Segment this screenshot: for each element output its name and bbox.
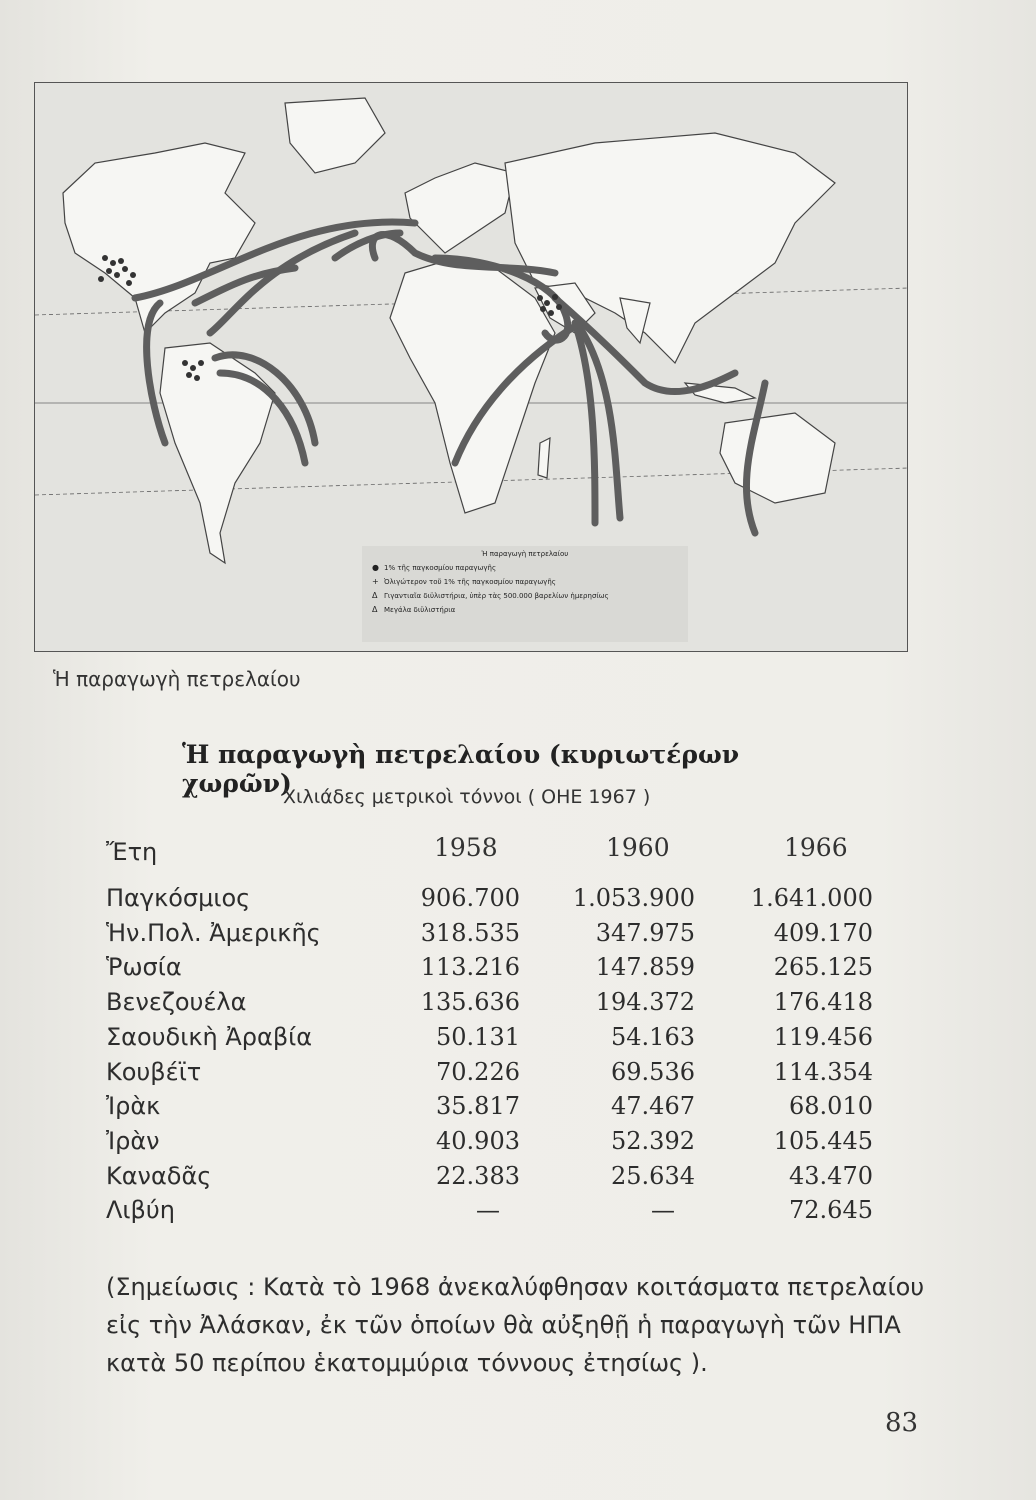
- production-value: 105.445: [773, 1127, 873, 1155]
- footnote: (Σημείωσις : Κατὰ τὸ 1968 ἀνεκαλύφθησαν κοιτάσματα πετρελαίου εἰς τὴν Ἀλάσκαν, ἐκ τῶν ὁποίων θὰ αὐξηθῇ ἡ παραγωγὴ τῶν ΗΠΑ κατὰ 50 περίπου ἑκατομμύρια τόννους ἐτησίως ).: [106, 1273, 925, 1377]
- country-label: Κουβέϊτ: [106, 1058, 202, 1086]
- legend-title: Ἡ παραγωγὴ πετρελαίου: [481, 550, 569, 558]
- map-legend: [362, 546, 688, 642]
- production-value: —: [476, 1196, 500, 1224]
- country-label: Ῥωσία: [106, 953, 182, 981]
- production-value: 906.700: [420, 884, 520, 912]
- production-value: 52.392: [611, 1127, 695, 1155]
- map-caption: Ἡ παραγωγὴ πετρελαίου: [53, 667, 301, 691]
- year-column-header: 1958: [434, 833, 498, 862]
- continents: [63, 98, 835, 563]
- legend-symbol: ●: [372, 563, 379, 572]
- country-label: Ἡν.Πολ. Ἀμερικῆς: [106, 919, 321, 947]
- production-value: 176.418: [773, 988, 873, 1016]
- production-value: 135.636: [420, 988, 520, 1016]
- production-value: 1.641.000: [750, 884, 873, 912]
- production-value: 347.975: [595, 919, 695, 947]
- legend-symbol: Δ: [372, 591, 378, 600]
- production-value: 409.170: [773, 919, 873, 947]
- legend-item: [372, 563, 688, 572]
- production-value: 50.131: [436, 1023, 520, 1051]
- legend-label: Μεγάλα διϋλιστήρια: [384, 605, 456, 614]
- production-value: 68.010: [789, 1092, 873, 1120]
- production-value: 1.053.900: [572, 884, 695, 912]
- production-value: 113.216: [420, 953, 520, 981]
- country-label: Καναδᾶς: [106, 1162, 212, 1190]
- production-value: 70.226: [436, 1058, 520, 1086]
- production-value: 69.536: [611, 1058, 695, 1086]
- production-value: 47.467: [611, 1092, 695, 1120]
- production-value: 54.163: [611, 1023, 695, 1051]
- country-label: Ἰρὰκ: [106, 1092, 161, 1120]
- table-title: Ἡ παραγωγὴ πετρελαίου (κυριωτέρων χωρῶν): [182, 740, 740, 798]
- production-value: 35.817: [436, 1092, 520, 1120]
- production-value: 114.354: [773, 1058, 873, 1086]
- country-label: Βενεζουέλα: [106, 988, 247, 1016]
- page-number: 83: [885, 1408, 919, 1438]
- legend-label: Γιγαντιαῖα διϋλιστήρια, ὑπὲρ τὰς 500.000 βαρελίων ἡμερησίως: [384, 591, 609, 600]
- production-value: 318.535: [420, 919, 520, 947]
- production-value: —: [651, 1196, 675, 1224]
- table-subtitle: Χιλιάδες μετρικοὶ τόννοι ( ΟΗΕ 1967 ): [283, 786, 651, 808]
- production-value: 147.859: [595, 953, 695, 981]
- year-column-header: 1966: [784, 833, 848, 862]
- production-value: 43.470: [789, 1162, 873, 1190]
- production-value: 25.634: [611, 1162, 695, 1190]
- legend-label: 1% τῆς παγκοσμίου παραγωγῆς: [384, 563, 497, 572]
- production-value: 119.456: [773, 1023, 873, 1051]
- country-label: Λιβύη: [106, 1196, 175, 1224]
- legend-item: [372, 591, 688, 600]
- country-label: Σαουδικὴ Ἀραβία: [106, 1023, 313, 1051]
- production-value: 194.372: [595, 988, 695, 1016]
- legend-symbol: Δ: [372, 605, 378, 614]
- legend-item: [372, 577, 688, 586]
- legend-label: Ὀλιγώτερον τοῦ 1% τῆς παγκοσμίου παραγωγῆς: [384, 577, 556, 586]
- country-label: Ἰρὰν: [106, 1127, 160, 1155]
- world-oil-map: [34, 82, 908, 652]
- year-column-header: 1960: [606, 833, 670, 862]
- production-value: 40.903: [436, 1127, 520, 1155]
- legend-symbol: +: [372, 577, 379, 586]
- legend-item: [372, 605, 688, 614]
- country-label: Παγκόσμιος: [106, 884, 251, 912]
- production-value: 22.383: [436, 1162, 520, 1190]
- years-header-label: Ἔτη: [106, 838, 158, 866]
- production-value: 72.645: [789, 1196, 873, 1224]
- production-value: 265.125: [773, 953, 873, 981]
